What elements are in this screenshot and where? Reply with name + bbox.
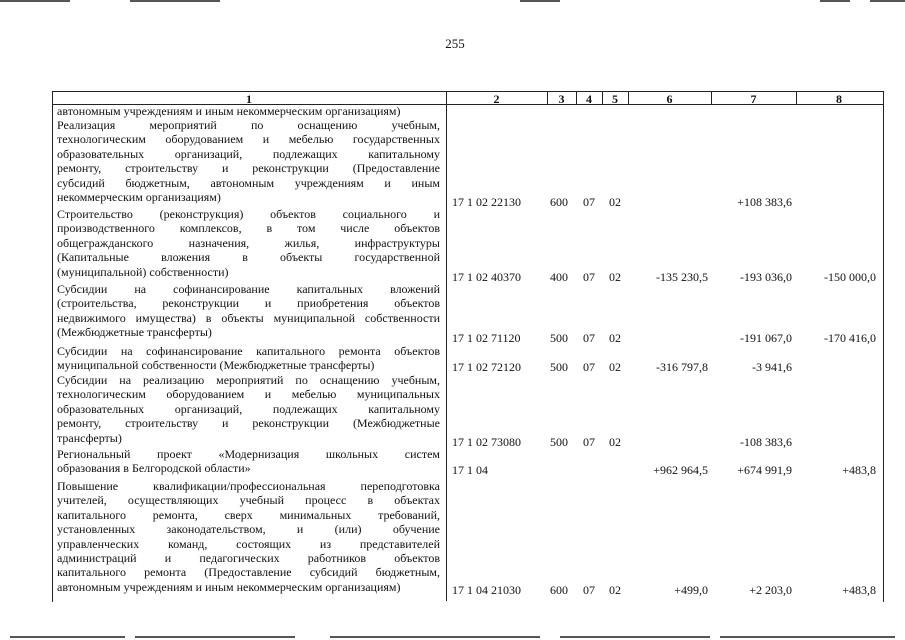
subsection-code: 02 xyxy=(609,331,621,345)
subsection-code: 02 xyxy=(609,435,621,449)
row-description xyxy=(57,344,440,373)
budget-code: 17 1 02 22130 xyxy=(452,195,521,209)
scan-edge-top xyxy=(130,0,220,2)
description-line: недвижимого имущества) в объекты муниципальной собственности xyxy=(57,310,440,325)
column-header-3: 3 xyxy=(558,92,565,106)
amount-col-7: -191 067,0 xyxy=(740,331,792,345)
budget-code: 17 1 02 71120 xyxy=(452,331,521,345)
row-description xyxy=(57,479,440,594)
budget-code: 17 1 04 21030 xyxy=(452,583,521,597)
description-line: (строительства, реконструкции и приобретения объектов xyxy=(57,296,440,311)
description-line: муниципальной собственности (Межбюджетные трансферты) xyxy=(57,358,375,373)
description-line: технологическим оборудованием и мебелью государственных xyxy=(57,132,440,147)
description-line: субсидий бюджетным, автономным учреждениям и иным xyxy=(57,175,440,190)
expense-type: 400 xyxy=(550,270,568,284)
subsection-code: 02 xyxy=(609,360,621,374)
subsection-code: 02 xyxy=(609,583,621,597)
description-line: ремонту, строительству и реконструкции (Межбюджетные xyxy=(57,416,440,431)
scan-edge-top xyxy=(0,0,70,2)
budget-code: 17 1 02 72120 xyxy=(452,360,521,374)
row-description xyxy=(57,447,440,476)
description-line: администраций и педагогических работников объектов xyxy=(57,551,440,566)
amount-col-6: -135 230,5 xyxy=(656,270,708,284)
amount-col-7: +2 203,0 xyxy=(749,583,792,597)
amount-col-8: -170 416,0 xyxy=(824,331,876,345)
description-line: производственного комплексов, в том числе объектов xyxy=(57,221,440,236)
section-code: 07 xyxy=(583,195,595,209)
subsection-code: 02 xyxy=(609,195,621,209)
row-description xyxy=(57,207,440,279)
scan-edge-top xyxy=(520,0,560,2)
description-line: Повышение квалификации/профессиональная переподготовка xyxy=(57,479,440,493)
description-line: общегражданского назначения, жилья, инфраструктуры xyxy=(57,235,440,250)
expense-type: 600 xyxy=(550,195,568,209)
column-header-1: 1 xyxy=(246,92,252,106)
expense-type: 600 xyxy=(550,583,568,597)
scan-edge-bottom xyxy=(330,636,540,638)
amount-col-6: +499,0 xyxy=(674,583,708,597)
column-divider xyxy=(446,91,447,601)
amount-col-7: -3 941,6 xyxy=(752,360,792,374)
budget-code: 17 1 04 xyxy=(452,463,488,477)
scan-edge-top xyxy=(870,0,905,2)
description-line: технологическим оборудованием и мебелью муниципальных xyxy=(57,387,440,402)
description-line: образовательных организаций, подлежащих капитальному xyxy=(57,146,440,161)
description-line: учителей, осуществляющих учебный процесс в объектах xyxy=(57,493,440,508)
description-line: образовательных организаций, подлежащих капитальному xyxy=(57,401,440,416)
expense-type: 500 xyxy=(550,331,568,345)
section-code: 07 xyxy=(583,270,595,284)
amount-col-7: +674 991,9 xyxy=(737,463,792,477)
page-number: 255 xyxy=(445,36,465,51)
amount-col-7: -193 036,0 xyxy=(740,270,792,284)
section-code: 07 xyxy=(583,360,595,374)
amount-col-6: +962 964,5 xyxy=(653,463,708,477)
column-header-7: 7 xyxy=(750,92,757,106)
description-line: Субсидии на софинансирование капитального ремонта объектов xyxy=(57,344,440,358)
row-description xyxy=(57,282,440,340)
expense-type: 500 xyxy=(550,360,568,374)
description-line: Субсидии на реализацию мероприятий по оснащению учебным, xyxy=(57,373,440,387)
description-line: автономным учреждениям и иным некоммерческим организациям) xyxy=(57,579,401,594)
section-code: 07 xyxy=(583,583,595,597)
description-line: Реализация мероприятий по оснащению учебным, xyxy=(57,118,440,132)
amount-col-7: +108 383,6 xyxy=(737,195,792,209)
amount-col-6: -316 797,8 xyxy=(656,360,708,374)
section-code: 07 xyxy=(583,435,595,449)
budget-code: 17 1 02 73080 xyxy=(452,435,521,449)
amount-col-8: -150 000,0 xyxy=(824,270,876,284)
column-header-4: 4 xyxy=(586,92,592,106)
description-line: некоммерческим организациям) xyxy=(57,190,221,205)
description-line: капитального ремонта (Предоставление субсидий бюджетным, xyxy=(57,565,440,580)
budget-code: 17 1 02 40370 xyxy=(452,270,521,284)
column-header-6: 6 xyxy=(666,92,673,106)
column-header-8: 8 xyxy=(836,92,842,106)
row-description xyxy=(57,104,440,118)
description-line: ремонту, строительству и реконструкции (Предоставление xyxy=(57,161,440,176)
description-line: управленческих команд, состоящих из представителей xyxy=(57,536,440,551)
row-description xyxy=(57,118,440,204)
scan-edge-bottom xyxy=(720,636,895,638)
subsection-code: 02 xyxy=(609,270,621,284)
description-line: образования в Белгородской области» xyxy=(57,461,251,476)
description-line: (Капитальные вложения в объекты государственной xyxy=(57,250,440,265)
description-line: установленных законодательством, и (или) обучение xyxy=(57,522,440,537)
scan-edge-bottom xyxy=(135,636,295,638)
expense-type: 500 xyxy=(550,435,568,449)
description-line: Региональный проект «Модернизация школьных систем xyxy=(57,447,440,461)
column-header-5: 5 xyxy=(612,92,618,106)
description-line: (Межбюджетные трансферты) xyxy=(57,325,212,340)
scan-edge-bottom xyxy=(10,636,125,638)
description-line: капитального ремонта, сверх минимальных требований, xyxy=(57,507,440,522)
description-line: (муниципальной) собственности) xyxy=(57,264,229,279)
description-line: Субсидии на софинансирование капитальных вложений xyxy=(57,282,440,296)
amount-col-8: +483,8 xyxy=(842,583,876,597)
description-line: Строительство (реконструкция) объектов социального и xyxy=(57,207,440,221)
section-code: 07 xyxy=(583,331,595,345)
row-description xyxy=(57,373,440,445)
scan-edge-bottom xyxy=(560,636,710,638)
amount-col-8: +483,8 xyxy=(842,463,876,477)
description-line: автономным учреждениям и иным некоммерческим организациям) xyxy=(57,104,401,118)
amount-col-7: -108 383,6 xyxy=(740,435,792,449)
description-line: трансферты) xyxy=(57,430,122,445)
scan-edge-top xyxy=(820,0,850,2)
column-header-2: 2 xyxy=(493,92,500,106)
